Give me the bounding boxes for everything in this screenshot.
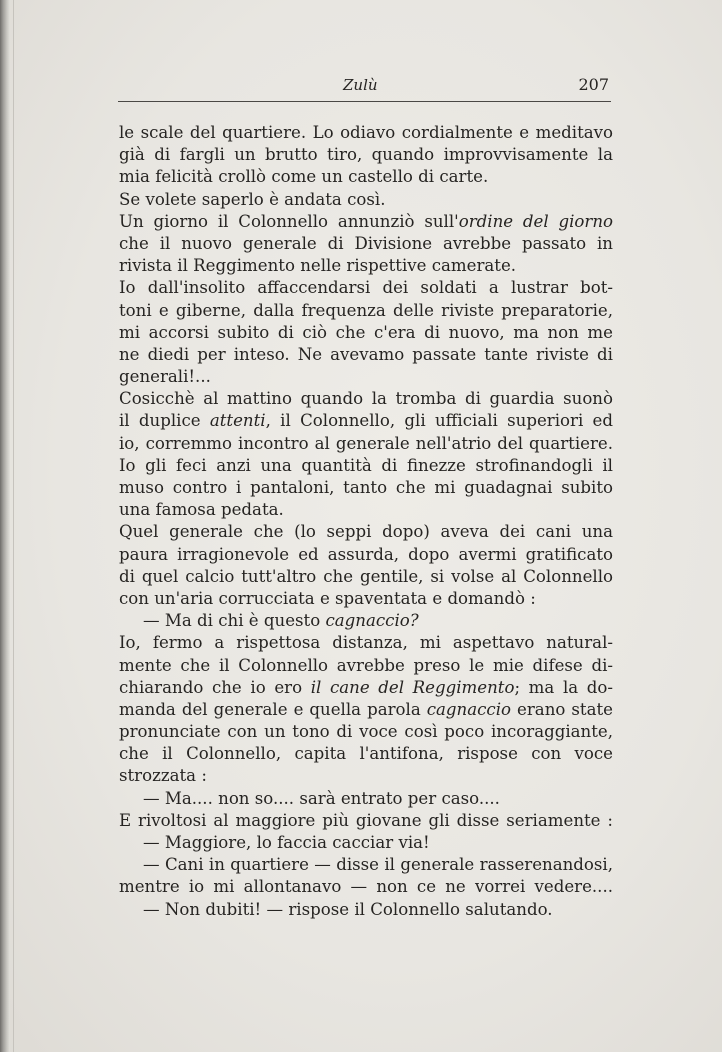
text-line: Cosicchè al mattino quando la tromba di guardia suonò [119,389,613,409]
text-line: — Non dubiti! — rispose il Colonnello salutando. [143,899,553,919]
text-line: toni e giberne, dalla frequenza delle riviste preparatorie, [119,300,613,320]
text-line: — Ma.... non so.... sarà entrato per caso.... [143,788,500,808]
text-line: di quel calcio tutt'altro che gentile, si volse al Colonnello [119,566,613,586]
text-line: mentre io mi allontanavo — non ce ne vorrei vedere.... [119,877,613,897]
text-line: già di fargli un brutto tiro, quando improvvisamente la [119,145,613,165]
text-line: E rivoltosi al maggiore più giovane gli disse seriamente : [119,810,613,830]
text-line: — Ma di chi è questo cagnaccio? [143,611,419,631]
text-line: mente che il Colonnello avrebbe preso le mie difese di- [119,655,613,675]
text-line: Io dall'insolito affaccendarsi dei soldati a lustrar bot- [119,278,613,298]
text-line: Io, fermo a rispettosa distanza, mi aspettavo natural- [119,633,613,653]
text-line: manda del generale e quella parola cagnaccio erano state [119,699,613,719]
text-line: pronunciate con un tono di voce così poco incoraggiante, [119,722,613,742]
gutter-line [13,0,14,1052]
text-line: paura irragionevole ed assurda, dopo avermi gratificato [119,544,613,564]
text-line: Un giorno il Colonnello annunziò sull'ordine del giorno [119,211,613,231]
text-line: il duplice attenti, il Colonnello, gli ufficiali superiori ed [119,411,613,431]
header-rule [118,101,611,102]
body-text [119,122,613,921]
text-line: una famosa pedata. [119,500,284,520]
text-line: ne diedi per inteso. Ne avevamo passate tante riviste di [119,344,613,364]
text-line: rivista il Reggimento nelle rispettive camerate. [119,256,517,276]
text-line: che il Colonnello, capita l'antifona, rispose con voce [119,744,613,764]
text-line: con un'aria corrucciata e spaventata e domandò : [119,588,536,608]
text-line: mi accorsi subito di ciò che c'era di nuovo, ma non me [119,322,613,342]
text-line: — Maggiore, lo faccia cacciar via! [143,833,430,852]
text-line: — Cani in quartiere — disse il generale rasserenandosi, [143,855,613,875]
running-title: Zulù [343,76,378,94]
text-line: mia felicità crollò come un castello di carte. [119,167,489,187]
text-line: chiarando che io ero il cane del Reggimento; ma la do- [119,677,613,697]
text-line: muso contro i pantaloni, tanto che mi guadagnai subito [119,478,613,497]
text-line: che il nuovo generale di Divisione avrebbe passato in [119,233,613,253]
text-line: strozzata : [119,766,207,786]
text-line: Se volete saperlo è andata così. [119,189,386,209]
text-line: generali!... [119,367,211,387]
text-line: Quel generale che (lo seppi dopo) aveva dei cani una [119,522,613,542]
page-header [118,72,611,100]
text-line: Io gli feci anzi una quantità di finezze strofinandogli il [119,455,613,475]
text-line: io, corremmo incontro al generale nell'atrio del quartiere. [119,433,613,453]
page-number: 207 [578,75,609,94]
book-spine-shadow [0,0,10,1052]
text-line: le scale del quartiere. Lo odiavo cordialmente e meditavo [119,123,613,142]
